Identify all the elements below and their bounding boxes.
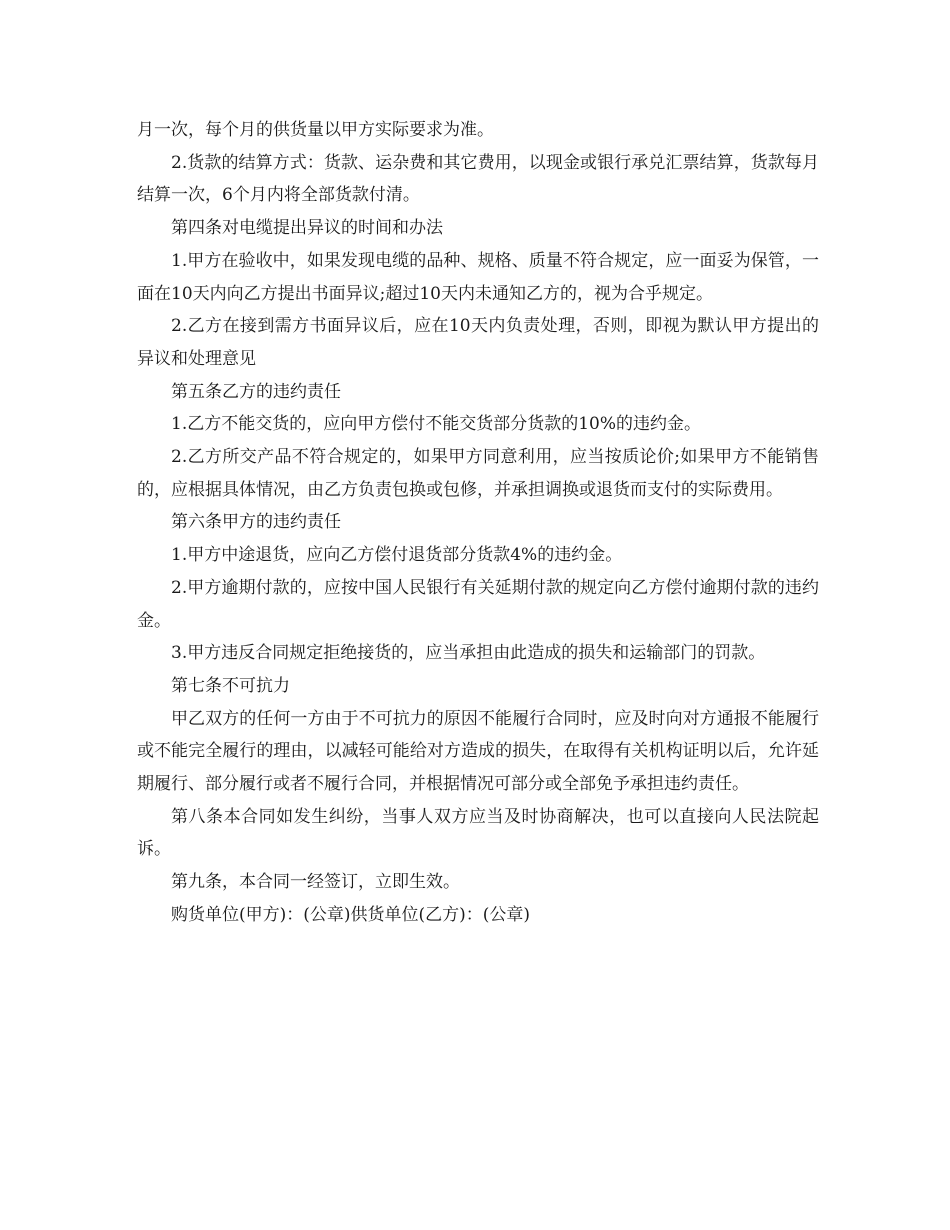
section-heading: 第五条乙方的违约责任 bbox=[171, 381, 341, 402]
signature-line: 购货单位(甲方)：(公章)供货单位(乙方)：(公章) bbox=[171, 904, 531, 925]
paragraph: 月一次，每个月的供货量以甲方实际要求为准。 bbox=[137, 120, 494, 140]
paragraph: 第九条，本合同一经签订，立即生效。 bbox=[171, 872, 460, 893]
paragraph: 1.甲方在验收中，如果发现电缆的品种、规格、质量不符合规定，应一面妥为保管，一面在10天内向乙方提出书面异议;超过10天内未通知乙方的，视为合乎规定。 bbox=[137, 250, 819, 304]
paragraph: 2.乙方在接到需方书面异议后，应在10天内负责处理，否则，即视为默认甲方提出的异议和处理意见 bbox=[137, 316, 819, 369]
document-body bbox=[137, 114, 819, 932]
section-heading: 第七条不可抗力 bbox=[171, 675, 290, 696]
paragraph: 1.甲方中途退货，应向乙方偿付退货部分货款4%的违约金。 bbox=[171, 545, 623, 566]
section-heading: 第四条对电缆提出异议的时间和办法 bbox=[171, 218, 443, 239]
paragraph: 1.乙方不能交货的，应向甲方偿付不能交货部分货款的10%的违约金。 bbox=[171, 414, 702, 435]
paragraph: 3.甲方违反合同规定拒绝接货的，应当承担由此造成的损失和运输部门的罚款。 bbox=[171, 643, 766, 664]
paragraph: 第八条本合同如发生纠纷，当事人双方应当及时协商解决，也可以直接向人民法院起诉。 bbox=[137, 806, 819, 860]
paragraph: 2.货款的结算方式：货款、运杂费和其它费用，以现金或银行承兑汇票结算，货款每月结算一次，6个月内将全部货款付清。 bbox=[137, 152, 819, 206]
section-heading: 第六条甲方的违约责任 bbox=[171, 512, 341, 533]
paragraph: 甲乙双方的任何一方由于不可抗力的原因不能履行合同时，应及时向对方通报不能履行或不能完全履行的理由，以减轻可能给对方造成的损失，在取得有关机构证明以后，允许延期履行、部分履行或者不履行合同，并根据情况可部分或全部免予承担违约责任。 bbox=[137, 708, 819, 795]
paragraph: 2.甲方逾期付款的，应按中国人民银行有关延期付款的规定向乙方偿付逾期付款的违约金。 bbox=[137, 577, 819, 631]
paragraph: 2.乙方所交产品不符合规定的，如果甲方同意利用，应当按质论价;如果甲方不能销售的，应根据具体情况，由乙方负责包换或包修，并承担调换或退货而支付的实际费用。 bbox=[137, 447, 819, 500]
